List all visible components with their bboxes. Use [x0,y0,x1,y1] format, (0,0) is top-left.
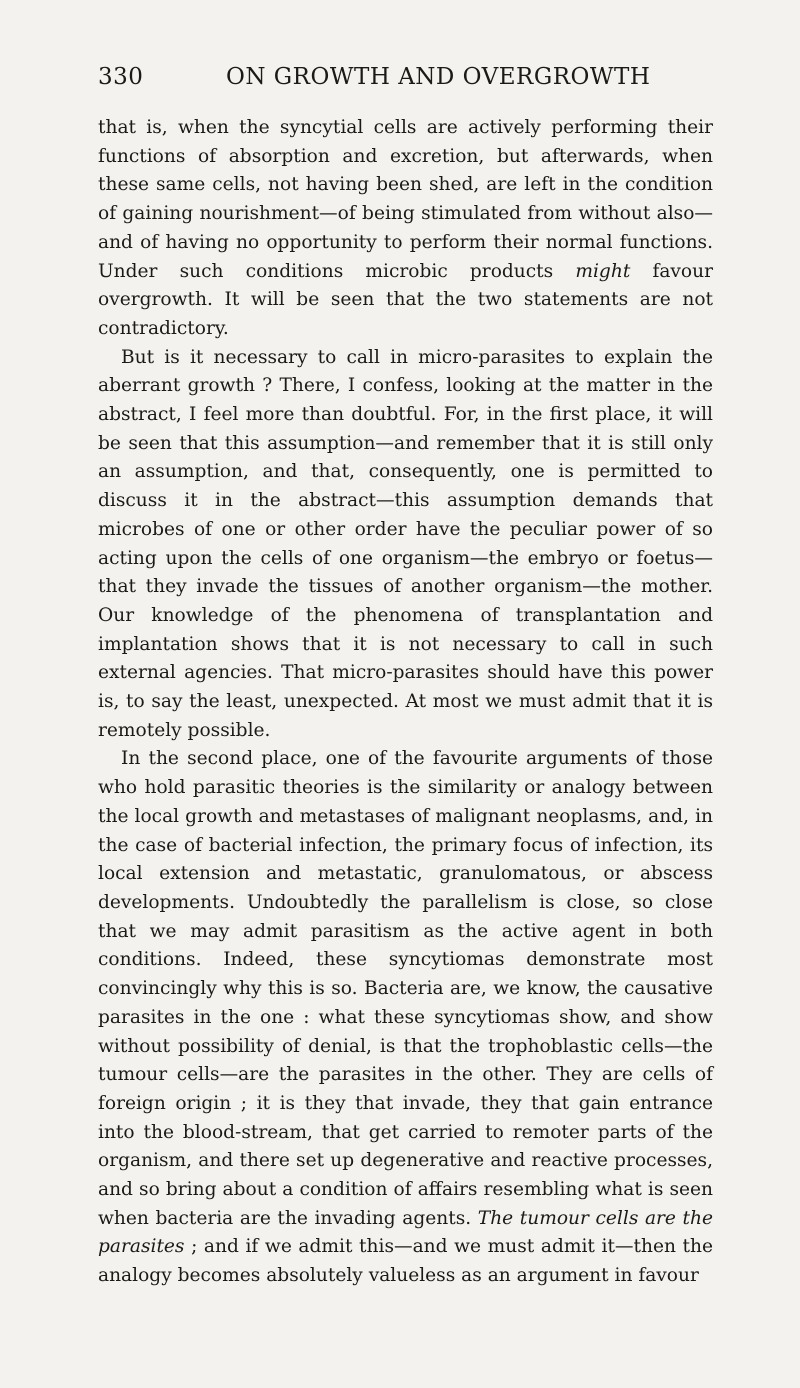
text-segment: favour overgrowth. It will be seen that the two statements are not contradictory. [98,260,713,339]
text-segment: ; and if we admit this—and we must admit it—then the analogy becomes absolutely valueless as an argument in favour [98,1236,713,1287]
text-segment: that is, when the syncytial cells are actively performing their functions of absorption and excretion, but afterwards, when these same cells, not having been shed, are left in the condition of gaining nourishment—of being stimulated from without also—and of having no opportunity to perform their normal functions. Under such conditions microbic products [98,117,713,282]
italic-text-segment: The tumour cells are the parasites [98,1207,713,1258]
paragraph [98,114,713,344]
text-segment: But is it necessary to call in micro-parasites to explain the aberrant growth ? There, I confess, looking at the matter in the abstract, I feel more than doubtful. For, in the first place, it will be seen that this assumption—and remember that it is still only an assumption, and that, consequently, one is permitted to discuss it in the abstract—this assumption demands that microbes of one or other order have the peculiar power of so acting upon the cells of one organism—the embryo or foetus—that they invade the tissues of another organism—the mother. Our knowledge of the phenomena of transplantation and implantation shows that it is not necessary to call in such external agencies. That micro-parasites should have this power is, to say the least, unexpected. At most we must admit that it is remotely possible. [98,346,713,741]
running-title: ON GROWTH AND OVERGROWTH [226,64,651,90]
running-head [98,60,713,94]
paragraph [98,344,713,746]
page-number: 330 [98,64,144,90]
body-text [98,114,713,1291]
text-segment: In the second place, one of the favourite arguments of those who hold parasitic theories is the similarity or analogy between the local growth and metastases of malignant neoplasms, and, in the case of bacterial infection, the primary focus of infection, its local extension and metastatic, granulomatous, or abscess developments. Undoubtedly the parallelism is close, so close that we may admit parasitism as the active agent in both conditions. Indeed, these syncytiomas demonstrate most convincingly why this is so. Bacteria are, we know, the causative parasites in the one : what these syncytiomas show, and show without possibility of denial, is that the trophoblastic cells—the tumour cells—are the parasites in the other. They are cells of foreign origin ; it is they that invade, they that gain entrance into the blood-stream, that get carried to remoter parts of the organism, and there set up degenerative and reactive processes, and so bring about a condition of affairs resembling what is seen when bacteria are the invading agents. [98,748,713,1229]
paragraph [98,745,713,1290]
italic-text-segment: might [575,260,631,282]
